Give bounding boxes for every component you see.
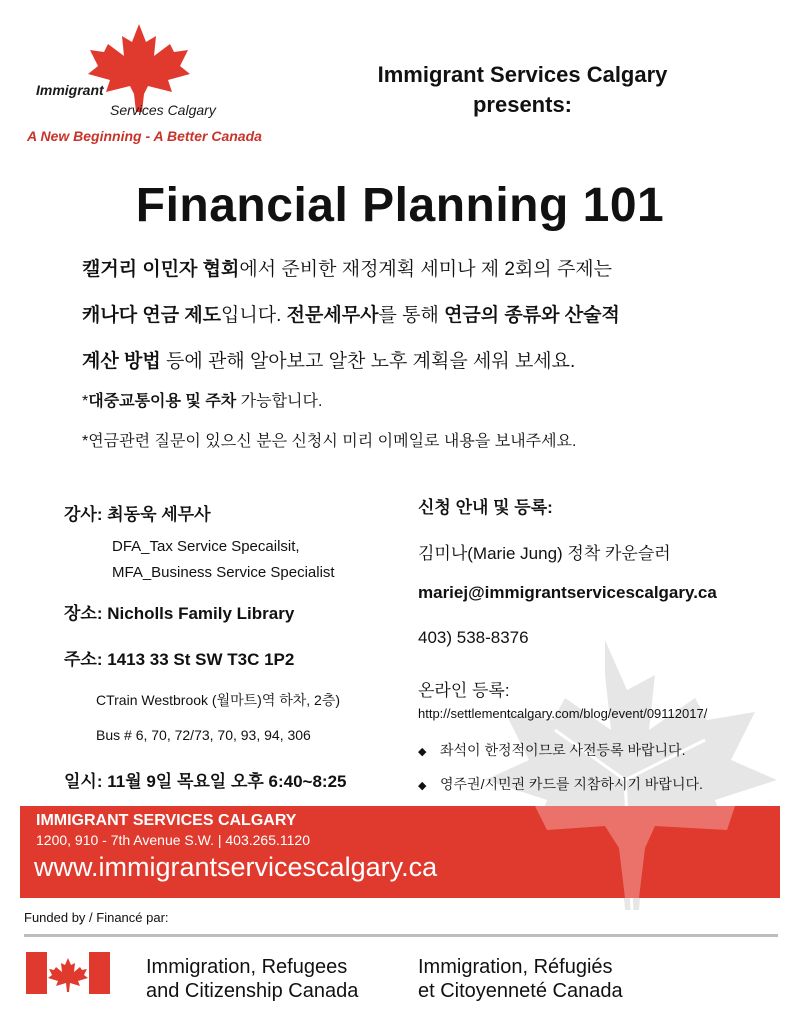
bus-routes: Bus # 6, 70, 72/73, 70, 93, 94, 306	[96, 727, 311, 743]
date-value: 11월 9일 목요일 오후 6:40~8:25	[102, 772, 347, 791]
presenter-heading	[350, 60, 695, 120]
footer-website-link[interactable]: www.immigrantservicescalgary.ca	[34, 852, 438, 882]
funder-en-line2: and Citizenship Canada	[146, 980, 359, 1002]
logo-tagline: A New Beginning - A Better Canada	[27, 128, 262, 144]
diamond-bullet-icon: ◆	[418, 780, 427, 792]
instructor-credential-1: DFA_Tax Service Specailsit,	[112, 538, 300, 555]
presenter-line2: presents:	[472, 92, 573, 117]
notice-seating-text: 좌석이 한정적이므로 사전등록 바랍니다.	[440, 742, 686, 758]
funder-fr-line1: Immigration, Réfugiés	[418, 956, 613, 978]
diamond-bullet-icon: ◆	[418, 746, 427, 758]
notice-id-card-text: 영주권/시민권 카드를 지참하시기 바랍니다.	[440, 776, 703, 792]
intro-expert: 전문세무사	[286, 305, 379, 326]
divider	[24, 934, 778, 937]
maple-leaf-icon	[84, 22, 194, 114]
funder-fr-line2: et Citoyenneté Canada	[418, 980, 623, 1002]
footer-leaf-overlay-icon	[405, 806, 800, 898]
registration-heading: 신청 안내 및 등록:	[418, 498, 553, 517]
instructor-credential-2: MFA_Business Service Specialist	[112, 564, 335, 581]
notice-id-card	[418, 774, 703, 794]
intro-text: 등에 관해 알아보고 알찬 노후 계획을 세워 보세요.	[160, 351, 576, 372]
online-registration-link[interactable]: http://settlementcalgary.com/blog/event/09112017/	[418, 706, 708, 721]
intro-line-2	[82, 300, 620, 327]
note-text: 가능합니다.	[236, 393, 323, 410]
logo-wordmark-line2: Services Calgary	[110, 102, 216, 118]
intro-subject-cont: 계산 방법	[82, 351, 161, 372]
intro-note-transit	[82, 388, 322, 411]
intro-topic: 캐나다 연금 제도	[82, 305, 222, 326]
address-label: 주소:	[64, 650, 103, 669]
canada-flag-icon	[26, 952, 110, 994]
note-asterisk: *	[82, 393, 89, 410]
intro-line-1	[82, 254, 612, 281]
place-value: Nicholls Family Library	[102, 604, 295, 623]
logo-wordmark-line1: Immigrant	[36, 82, 104, 98]
place-row	[64, 599, 294, 624]
intro-text: 를 통해	[378, 305, 445, 326]
registration-email-link[interactable]: mariej@immigrantservicescalgary.ca	[418, 583, 717, 602]
intro-subject: 연금의 종류와 산술적	[444, 305, 620, 326]
address-value: 1413 33 St SW T3C 1P2	[102, 650, 295, 669]
address-row	[64, 645, 294, 670]
note-transit-parking: 대중교통이용 및 주차	[88, 393, 237, 410]
funder-name-french	[418, 955, 623, 1003]
notice-seating	[418, 740, 685, 760]
place-label: 장소:	[64, 604, 103, 623]
funder-en-line1: Immigration, Refugees	[146, 956, 348, 978]
instructor-name: 최동욱 세무사	[102, 505, 211, 524]
date-row	[64, 767, 347, 792]
online-registration-label: 온라인 등록:	[418, 681, 510, 700]
intro-note-questions: *연금관련 질문이 있으신 분은 신청시 미리 이메일로 내용을 보내주세요.	[82, 433, 577, 450]
registration-phone: 403) 538-8376	[418, 628, 529, 647]
registration-contact: 김미나(Marie Jung) 정착 카운슬러	[418, 544, 671, 563]
presenter-line1: Immigrant Services Calgary	[377, 62, 668, 87]
intro-text: 에서 준비한 재정계획 세미나 제 2회의 주제는	[239, 259, 613, 280]
instructor-label: 강사:	[64, 505, 103, 524]
intro-text: 입니다.	[221, 305, 287, 326]
date-label: 일시:	[64, 772, 103, 791]
footer-org-name: IMMIGRANT SERVICES CALGARY	[36, 812, 297, 829]
instructor-row	[64, 500, 211, 525]
funder-name-english	[146, 955, 358, 1003]
intro-org-name: 캘거리 이민자 협회	[82, 259, 240, 280]
intro-line-3	[82, 346, 575, 373]
ctrain-directions: CTrain Westbrook (월마트)역 하차, 2층)	[96, 692, 341, 708]
footer-address: 1200, 910 - 7th Avenue S.W. | 403.265.1120	[36, 832, 310, 848]
funded-by-label: Funded by / Financé par:	[24, 910, 169, 925]
event-title: Financial Planning 101	[135, 179, 665, 232]
